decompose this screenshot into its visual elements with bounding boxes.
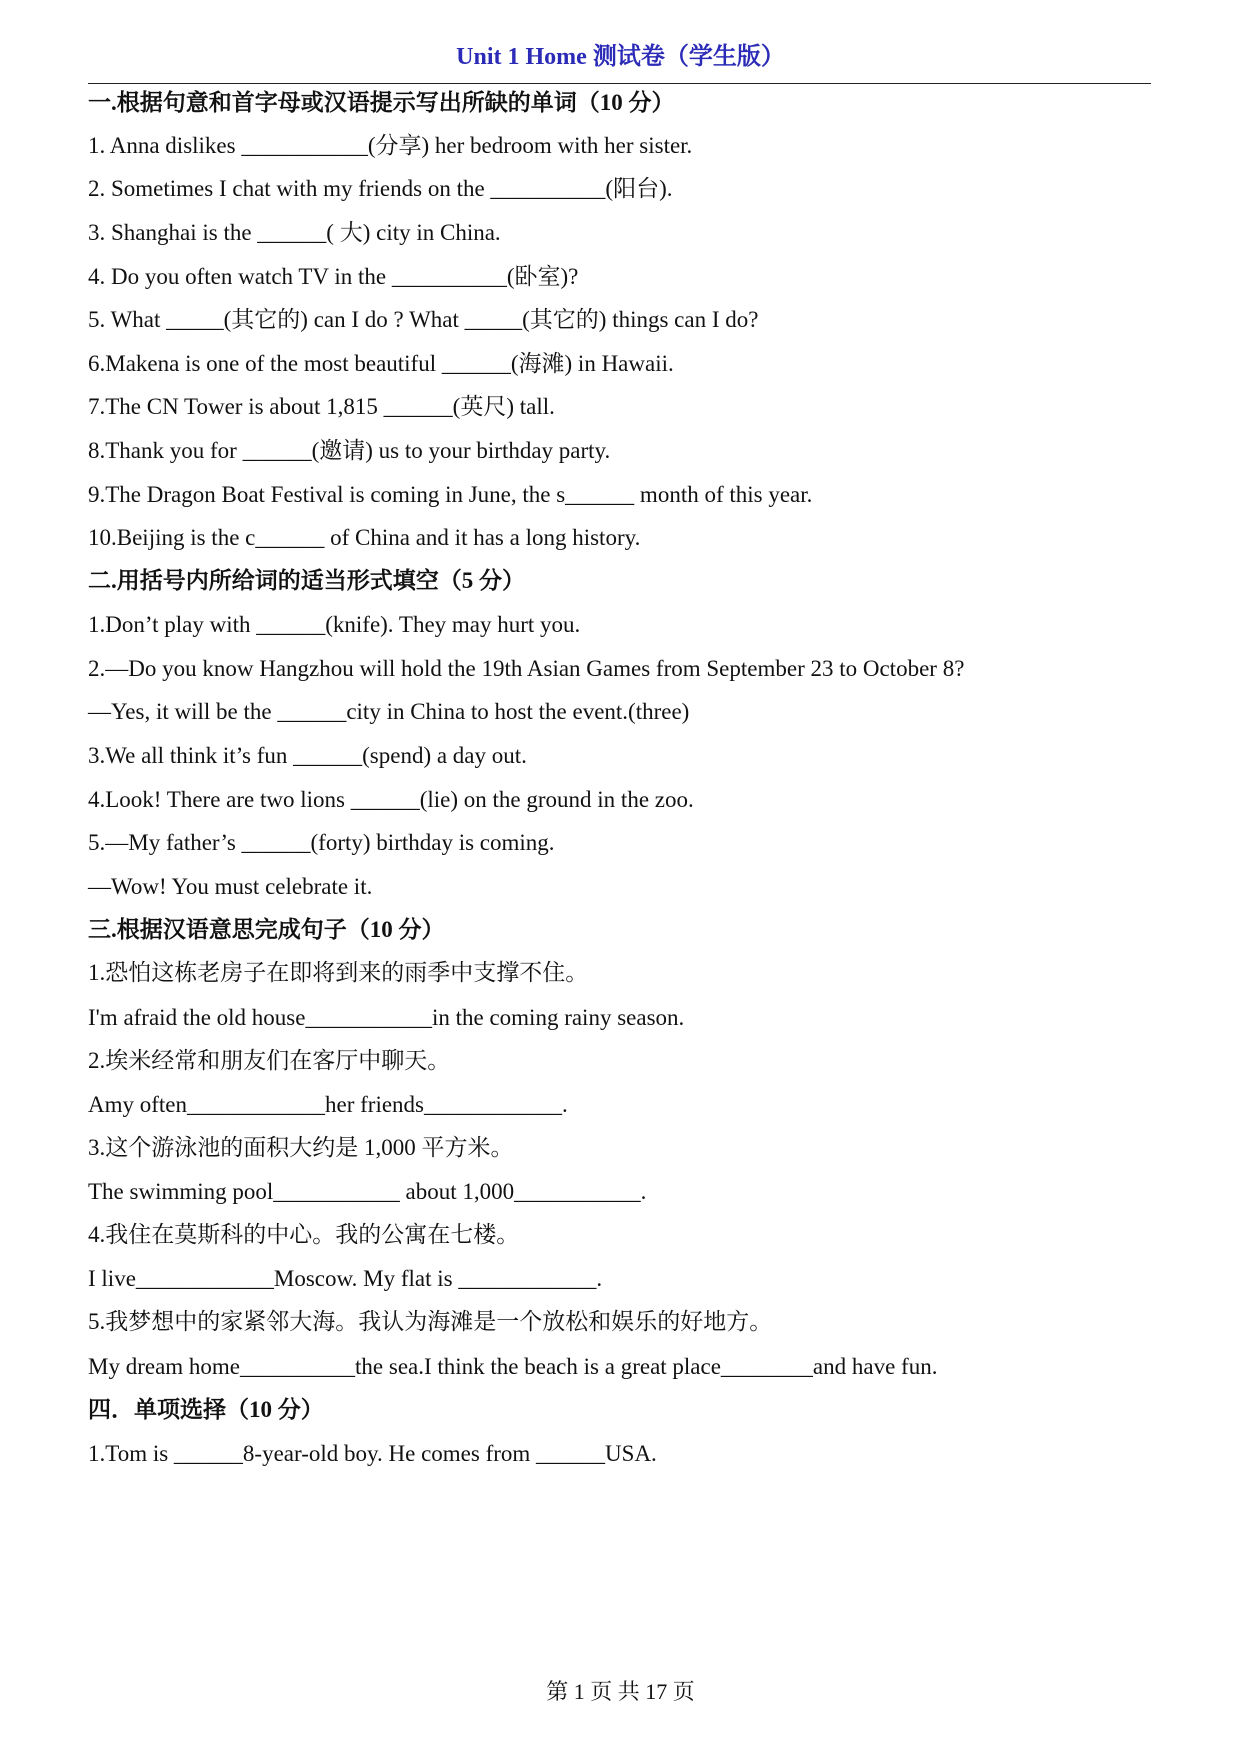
s2-q3: 3.We all think it’s fun ______(spend) a day out.	[88, 743, 527, 768]
s3-q5-cn: 5.我梦想中的家紧邻大海。我认为海滩是一个放松和娱乐的好地方。	[88, 1309, 773, 1334]
section-3-heading: 三.根据汉语意思完成句子（10 分）	[88, 917, 445, 942]
s3-q5-en: My dream home__________the sea.I think the beach is a great place________and have fun.	[88, 1354, 938, 1379]
s3-q3-en: The swimming pool___________ about 1,000___________.	[88, 1179, 647, 1204]
s3-q3-cn: 3.这个游泳池的面积大约是 1,000 平方米。	[88, 1135, 514, 1160]
s2-q1: 1.Don’t play with ______(knife). They may hurt you.	[88, 612, 581, 637]
s2-q2-answer: —Yes, it will be the ______city in China to host the event.(three)	[88, 699, 690, 724]
s1-q7: 7.The CN Tower is about 1,815 ______(英尺) tall.	[88, 394, 555, 419]
s1-q5: 5. What _____(其它的) can I do ? What _____(其它的) things can I do?	[88, 307, 759, 332]
s3-q1-en: I'm afraid the old house___________in the coming rainy season.	[88, 1005, 685, 1030]
s3-q2-en: Amy often____________her friends____________.	[88, 1092, 568, 1117]
s1-q3: 3. Shanghai is the ______( 大) city in China.	[88, 220, 501, 245]
s1-q6: 6.Makena is one of the most beautiful ______(海滩) in Hawaii.	[88, 351, 674, 376]
s1-q4: 4. Do you often watch TV in the __________(卧室)?	[88, 264, 579, 289]
section-4-heading: 四．单项选择（10 分）	[88, 1397, 324, 1422]
s3-q1-cn: 1.恐怕这栋老房子在即将到来的雨季中支撑不住。	[88, 960, 589, 985]
s2-q2: 2.—Do you know Hangzhou will hold the 19th Asian Games from September 23 to October 8?	[88, 656, 965, 681]
page-footer: 第 1 页 共 17 页	[546, 1679, 695, 1704]
s3-q2-cn: 2.埃米经常和朋友们在客厅中聊天。	[88, 1048, 451, 1073]
s1-q9: 9.The Dragon Boat Festival is coming in June, the s______ month of this year.	[88, 482, 813, 507]
s1-q8: 8.Thank you for ______(邀请) us to your birthday party.	[88, 438, 611, 463]
s3-q4-cn: 4.我住在莫斯科的中心。我的公寓在七楼。	[88, 1222, 520, 1247]
section-1-heading: 一.根据句意和首字母或汉语提示写出所缺的单词（10 分）	[88, 90, 675, 115]
header-rule	[88, 83, 1151, 84]
s1-q10: 10.Beijing is the c______ of China and it has a long history.	[88, 525, 641, 550]
s3-q4-en: I live____________Moscow. My flat is ____________.	[88, 1266, 603, 1291]
s1-q1: 1. Anna dislikes ___________(分享) her bedroom with her sister.	[88, 133, 693, 158]
section-2-heading: 二.用括号内所给词的适当形式填空（5 分）	[88, 568, 525, 593]
s2-q5: 5.—My father’s ______(forty) birthday is coming.	[88, 830, 555, 855]
s2-q5-answer: —Wow! You must celebrate it.	[88, 874, 373, 899]
s2-q4: 4.Look! There are two lions ______(lie) on the ground in the zoo.	[88, 787, 694, 812]
page-title: Unit 1 Home 测试卷（学生版）	[456, 44, 785, 70]
s1-q2: 2. Sometimes I chat with my friends on the __________(阳台).	[88, 176, 673, 201]
s4-q1: 1.Tom is ______8-year-old boy. He comes from ______USA.	[88, 1441, 657, 1466]
